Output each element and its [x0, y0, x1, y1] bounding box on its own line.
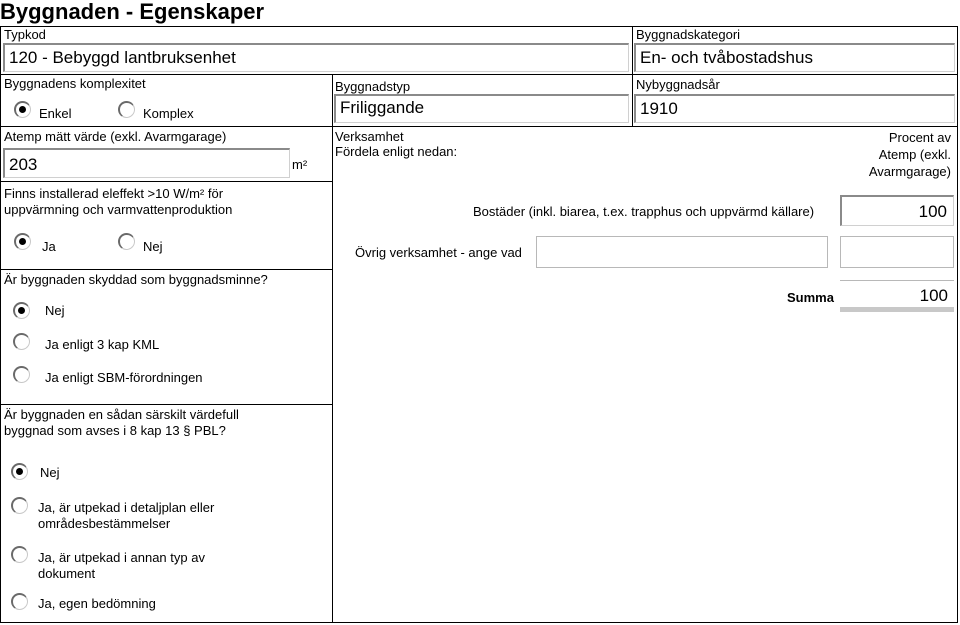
byggnadsminne-option-label: Nej: [45, 303, 65, 318]
summa-underline: [840, 307, 954, 312]
byggnadsminne-option-label: Ja enligt SBM-förordningen: [45, 370, 203, 385]
vardefull-option-label: Nej: [40, 465, 60, 480]
ovrig-percent-field[interactable]: [840, 236, 954, 268]
verksamhet-label: Verksamhet: [335, 129, 404, 144]
page-title: Byggnaden - Egenskaper: [0, 0, 265, 24]
byggnadstyp-label: Byggnadstyp: [335, 79, 411, 94]
byggnadsminne-kml-radio[interactable]: [13, 333, 30, 350]
verksamhet-sublabel: Fördela enligt nedan:: [335, 144, 458, 159]
nybyggnadsar-label: Nybyggnadsår: [636, 77, 720, 92]
vardefull-label-line: byggnad som avses i 8 kap 13 § PBL?: [4, 423, 226, 438]
komplexitet-enkel-radio[interactable]: [14, 101, 31, 118]
bostader-percent-value: 100: [918, 202, 947, 221]
eleffekt-option-label: Ja: [42, 239, 56, 254]
divider: [332, 74, 333, 622]
divider: [0, 26, 1, 622]
divider: [0, 126, 958, 127]
bostader-percent-field[interactable]: [840, 195, 954, 226]
byggnadsminne-option-label: Ja enligt 3 kap KML: [45, 337, 160, 352]
vardefull-egen-bedomning-radio[interactable]: [11, 593, 28, 610]
vardefull-option-label: Ja, är utpekad i detaljplan eller: [38, 500, 215, 515]
byggnadstyp-value: Friliggande: [340, 98, 425, 117]
atemp-value: 203: [9, 155, 38, 174]
vardefull-label-line: Är byggnaden en sådan särskilt värdefull: [4, 407, 239, 422]
bostader-label: Bostäder (inkl. biarea, t.ex. trapphus och uppvärmd källare): [473, 204, 815, 219]
typkod-value: 120 - Bebyggd lantbruksenhet: [9, 48, 236, 67]
byggnadskategori-value: En- och tvåbostadshus: [640, 48, 813, 67]
divider: [0, 74, 958, 75]
nybyggnadsar-value: 1910: [640, 99, 678, 118]
atemp-label: Atemp mätt värde (exkl. Avarmgarage): [4, 129, 227, 144]
komplexitet-option-label: Enkel: [39, 106, 72, 121]
vardefull-option-label: Ja, egen bedömning: [38, 596, 156, 611]
procent-header-line: Atemp (exkl.: [878, 147, 951, 162]
byggnadsminne-nej-radio[interactable]: [13, 302, 30, 319]
typkod-label: Typkod: [4, 27, 46, 42]
divider: [0, 404, 333, 405]
atemp-unit: m²: [292, 157, 308, 172]
typkod-field[interactable]: [3, 43, 629, 72]
eleffekt-label-line: Finns installerad eleffekt >10 W/m² för: [4, 186, 224, 201]
byggnadsminne-sbm-radio[interactable]: [13, 366, 30, 383]
vardefull-option-label: områdesbestämmelser: [38, 516, 171, 531]
summa-field: [840, 280, 954, 308]
vardefull-option-label: dokument: [38, 566, 96, 581]
ovrig-verksamhet-label: Övrig verksamhet - ange vad: [355, 245, 522, 260]
komplexitet-komplex-radio[interactable]: [118, 101, 135, 118]
eleffekt-option-label: Nej: [143, 239, 163, 254]
komplexitet-option-label: Komplex: [143, 106, 194, 121]
divider: [0, 269, 333, 270]
vardefull-nej-radio[interactable]: [11, 463, 28, 480]
eleffekt-ja-radio[interactable]: [14, 233, 31, 250]
eleffekt-label-line: uppvärmning och varmvattenproduktion: [4, 202, 233, 217]
divider: [632, 26, 633, 126]
byggnadskategori-field[interactable]: [634, 43, 955, 72]
divider: [0, 622, 958, 623]
divider: [0, 26, 958, 27]
ovrig-verksamhet-field[interactable]: [536, 236, 828, 268]
eleffekt-nej-radio[interactable]: [118, 233, 135, 250]
vardefull-detaljplan-radio[interactable]: [11, 497, 28, 514]
byggnadstyp-field[interactable]: [334, 94, 629, 123]
nybyggnadsar-field[interactable]: [634, 94, 955, 123]
summa-value: 100: [919, 286, 948, 305]
divider: [957, 26, 958, 622]
divider: [0, 181, 333, 182]
vardefull-annan-dokument-radio[interactable]: [11, 546, 28, 563]
byggnadsminne-label: Är byggnaden skyddad som byggnadsminne?: [4, 272, 268, 287]
komplexitet-label: Byggnadens komplexitet: [4, 76, 146, 91]
procent-header-line: Avarmgarage): [868, 164, 951, 179]
atemp-field[interactable]: [3, 148, 290, 178]
vardefull-option-label: Ja, är utpekad i annan typ av: [38, 550, 205, 565]
procent-header-line: Procent av: [888, 130, 951, 145]
summa-label: Summa: [787, 290, 834, 305]
byggnadskategori-label: Byggnadskategori: [636, 27, 741, 42]
